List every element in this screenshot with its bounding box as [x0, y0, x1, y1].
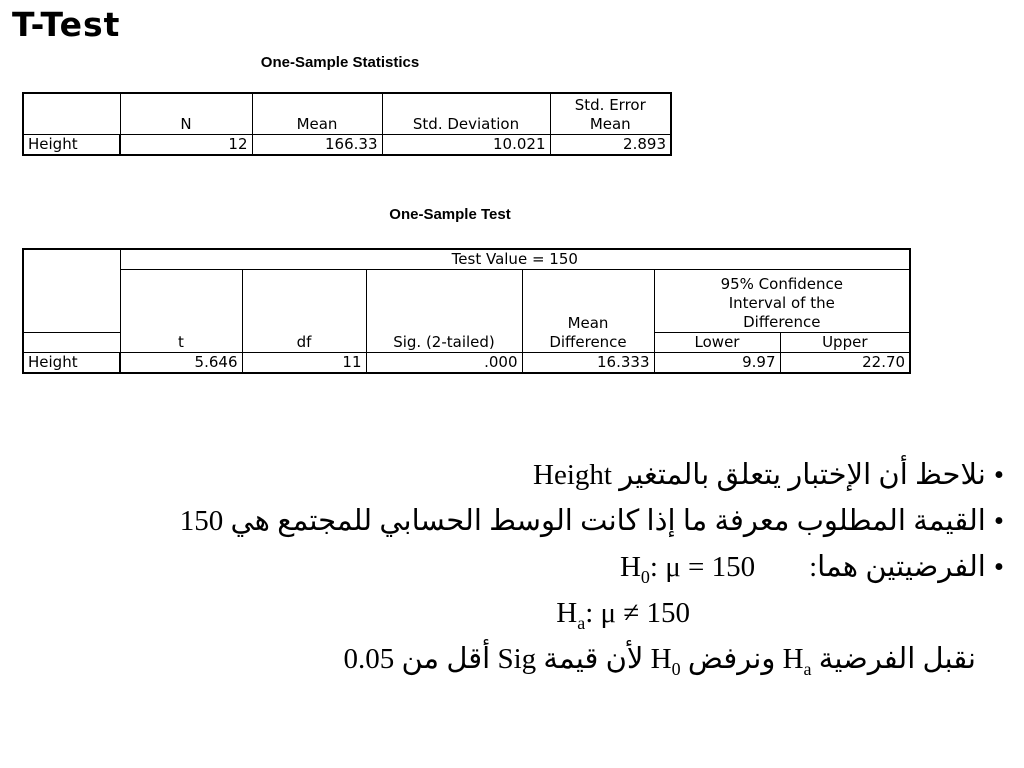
explanation-bullets — [104, 452, 1004, 682]
col-header-mean-difference-line2: Difference — [549, 333, 627, 351]
col-header-confidence-interval — [654, 270, 910, 333]
col-header-std-deviation: Std. Deviation — [382, 93, 550, 135]
one-sample-statistics-table — [22, 92, 672, 156]
bullet-hypotheses — [104, 544, 1004, 590]
corner-cell — [23, 333, 120, 353]
cell-std-error-mean: 2.893 — [550, 135, 671, 156]
hypotheses-label: الفرضيتين هما: — [809, 551, 986, 583]
bullet-icon: • — [993, 551, 1004, 583]
alternative-hypothesis-line — [104, 590, 1004, 636]
col-header-df: df — [242, 270, 366, 353]
alternative-hypothesis: $H_a$: μ ≠ 150 — [556, 597, 690, 633]
cell-t: 5.646 — [120, 353, 242, 374]
conclusion-text: نقبل الفرضية $H_a$ ونرفض $H_0$ لأن قيمة Sig أقل من 0.05 — [343, 643, 976, 679]
col-header-n: N — [120, 93, 252, 135]
one-sample-test-table — [22, 248, 911, 374]
ci-header-line3: Difference — [743, 313, 821, 331]
test-table-title: One-Sample Test — [389, 206, 511, 223]
row-label-height: Height — [23, 353, 120, 374]
test-value-header: Test Value = 150 — [120, 249, 910, 270]
col-header-mean-difference — [522, 270, 654, 353]
conclusion-line — [104, 636, 1004, 682]
cell-upper: 22.70 — [780, 353, 910, 374]
cell-n: 12 — [120, 135, 252, 156]
col-header-sig: Sig. (2-tailed) — [366, 270, 522, 353]
row-label-height: Height — [23, 135, 120, 156]
ci-header-line2: Interval of the — [728, 294, 835, 312]
col-header-std-error-line2: Mean — [589, 115, 631, 133]
col-header-mean: Mean — [252, 93, 382, 135]
ci-header-line1: 95% Confidence — [720, 275, 844, 293]
stats-table-title: One-Sample Statistics — [260, 54, 420, 71]
cell-df: 11 — [242, 353, 366, 374]
page-title: T-Test — [12, 5, 121, 44]
null-hypothesis: $H_0$: μ = 150 — [619, 551, 756, 587]
cell-sig: .000 — [366, 353, 522, 374]
bullet-icon: • — [993, 505, 1004, 537]
col-header-std-error-mean — [550, 93, 671, 135]
bullet-required-value — [104, 498, 1004, 544]
bullet-variable — [104, 452, 1004, 498]
col-header-std-error-line1: Std. Error — [574, 96, 646, 114]
bullet-required-value-text: القيمة المطلوب معرفة ما إذا كانت الوسط الحسابي للمجتمع هي 150 — [179, 505, 986, 537]
bullet-variable-text: نلاحظ أن الإختبار يتعلق بالمتغير Height — [533, 459, 986, 491]
bullet-icon: • — [993, 459, 1004, 491]
corner-cell — [23, 93, 120, 135]
corner-cell — [23, 249, 120, 333]
cell-mean: 166.33 — [252, 135, 382, 156]
col-header-mean-difference-line1: Mean — [567, 314, 609, 332]
cell-std-deviation: 10.021 — [382, 135, 550, 156]
cell-mean-difference: 16.333 — [522, 353, 654, 374]
col-header-lower: Lower — [654, 333, 780, 353]
col-header-upper: Upper — [780, 333, 910, 353]
col-header-t: t — [120, 270, 242, 353]
cell-lower: 9.97 — [654, 353, 780, 374]
